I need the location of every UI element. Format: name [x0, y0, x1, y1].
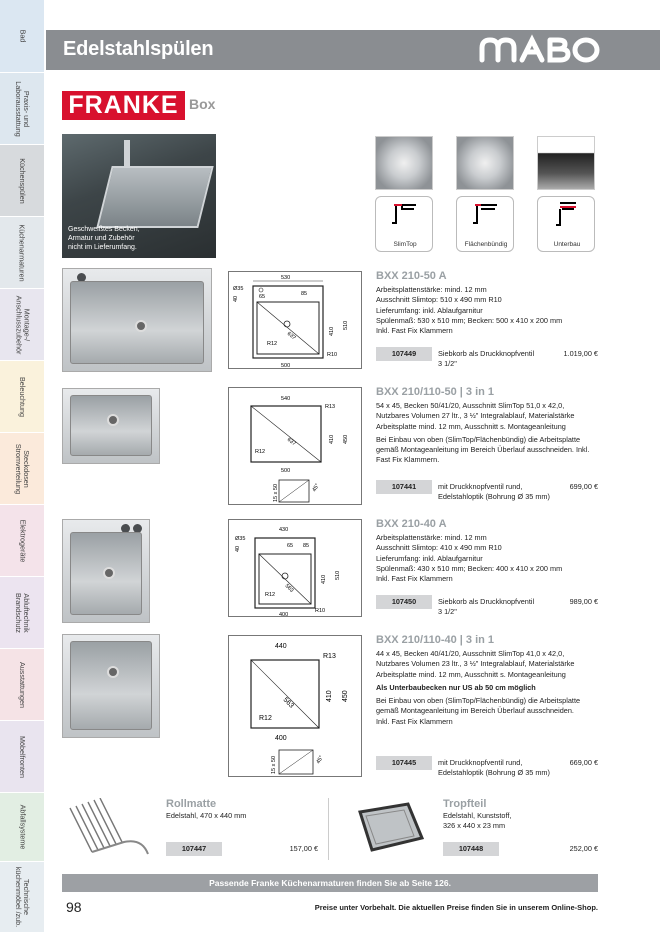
price: 252,00 €: [569, 844, 598, 853]
product-bxx-210-110-40: [62, 632, 598, 780]
dim-diagonal: 637: [285, 330, 297, 342]
product-title: BXX 210/110-50 | 3 in 1: [376, 386, 495, 398]
technical-drawing: [228, 387, 362, 505]
dim-offset-1: 40: [235, 545, 241, 552]
slimtop-photo: [375, 136, 433, 190]
price: 1.019,00 €: [563, 349, 598, 358]
article-number: 107441: [376, 480, 432, 494]
spec-line: Arbeitsplattenstärke: mind. 12 mm: [376, 285, 487, 294]
dim-offset-3: 85: [303, 543, 310, 549]
product-photo: [62, 388, 160, 464]
dim-radius-1: R12: [265, 592, 276, 598]
sink-basin: [70, 532, 142, 615]
dim-offset-2: 65: [287, 543, 294, 549]
price-row: [376, 595, 598, 617]
product-specs: [376, 649, 598, 730]
spec-line: Lieferumfang: inkl. Ablaufgarnitur: [376, 305, 483, 315]
product-photo: [62, 519, 150, 623]
dim-radius-2: R12: [259, 715, 272, 722]
dim-radius-2: R10: [315, 608, 326, 614]
spec-line: Inkl. Fast Fix Klammern: [376, 326, 453, 336]
price: 989,00 €: [569, 597, 598, 606]
dim-offset-2: 65: [259, 294, 266, 300]
dim-basin-width: 400: [275, 735, 287, 742]
dim-radius-2: R10: [327, 352, 338, 358]
dim-diameter: Ø35: [233, 286, 244, 292]
spec-line: Spülenmaß: 430 x 510 mm; Becken: 400 x 410 x 200 mm: [376, 563, 563, 573]
price-description: mit Druckknopfventil rund, Edelstahloptik (Bohrung Ø 35 mm): [438, 482, 550, 501]
rollmatte-image: [62, 798, 158, 860]
spec-line: Lieferumfang: inkl. Ablaufgarnitur: [376, 553, 483, 563]
dim-angle: 45°: [311, 482, 321, 493]
dim-radius-2: R12: [255, 449, 266, 455]
mabo-logo: [478, 34, 602, 66]
product-specs: [376, 401, 598, 469]
dim-diagonal: 563: [281, 696, 295, 710]
technical-drawing: [228, 519, 362, 617]
flush-photo: [456, 136, 514, 190]
dim-radius-1: R13: [323, 653, 336, 660]
spec-paragraph: Bei Einbau von oben (SlimTop/Flächenbündig) die Arbeitsplatte gemäß Montageanleitung im Bereich Überlauf ausschneiden. Inkl. Fast Fix Klammern.: [376, 434, 590, 465]
sidebar-tab-label: Küchenarmaturen: [18, 223, 28, 282]
series-name: Box: [189, 96, 216, 112]
flush-icon: [456, 196, 514, 252]
sidebar-tab-label: Beleuchtung: [18, 376, 27, 417]
dim-height-2: 510: [343, 320, 349, 330]
spec-line: Ausschnitt Slimtop: 510 x 490 mm R10: [376, 295, 502, 305]
flush-label: Flächenbündig: [464, 241, 508, 248]
spec-paragraph: 54 x 45, Becken 50/41/20, Ausschnitt SlimTop 51,0 x 42,0, Nutzbares Volumen 27 ltr., 3 ½" Integralablauf, Materialstärke Arbeitsplatte mind. 12 mm, Ausschnitt s. Montageanleitung: [376, 401, 575, 431]
slimtop-label: SlimTop: [393, 241, 417, 248]
mount-undermount: [537, 136, 595, 252]
dim-width: 430: [279, 527, 289, 533]
sidebar-tab-label: Abfallsysteme: [18, 804, 27, 850]
product-bxx-210-110-50: [62, 384, 598, 508]
footer-note: Preise unter Vorbehalt. Die aktuellen Preise finden Sie in unserem Online-Shop.: [314, 903, 598, 912]
sidebar-tab[interactable]: [0, 145, 44, 217]
side-navigation: [0, 0, 44, 933]
cross-reference-banner: Passende Franke Küchenarmaturen finden Sie ab Seite 126.: [62, 874, 598, 892]
dim-height-1: 410: [321, 574, 327, 584]
sidebar-tab[interactable]: [0, 505, 44, 577]
dim-radius-1: R13: [325, 404, 336, 410]
product-bxx-210-50-a: [62, 268, 598, 378]
sidebar-tab-label: Technische küchenmöbel /zub.: [14, 866, 31, 928]
hero-caption: Geschweißtes Becken, Armatur und Zubehör nicht im Lieferumfang.: [68, 226, 140, 251]
sidebar-tab[interactable]: [0, 721, 44, 793]
slimtop-icon: [375, 196, 433, 252]
sidebar-tab[interactable]: [0, 793, 44, 862]
price-description: Siebkorb als Druckknopfventil 3 1/2": [438, 349, 535, 368]
product-specs: [376, 533, 598, 584]
sidebar-tab[interactable]: [0, 0, 44, 73]
sink-basin: [70, 641, 152, 730]
sidebar-tab[interactable]: [0, 289, 44, 361]
price: 699,00 €: [569, 482, 598, 491]
spec-note: Als Unterbaubecken nur US ab 50 cm möglich: [376, 682, 536, 692]
dim-radius-1: R12: [267, 341, 278, 347]
price: 157,00 €: [289, 844, 318, 853]
undermount-icon: [537, 196, 595, 252]
price-description: Siebkorb als Druckknopfventil 3 1/2": [438, 597, 535, 616]
franke-logo: FRANKE: [62, 91, 185, 120]
dim-width: 530: [281, 275, 291, 281]
article-number: 107445: [376, 756, 432, 770]
undermount-label: Unterbau: [553, 241, 581, 248]
price-row: [376, 347, 598, 369]
sidebar-tab[interactable]: [0, 433, 44, 505]
dim-diagonal: 637: [285, 436, 297, 448]
article-number: 107450: [376, 595, 432, 609]
price-row: [376, 480, 598, 502]
technical-drawing: [228, 635, 362, 777]
mount-slimtop: [375, 136, 433, 252]
dim-height-1: 410: [329, 434, 335, 444]
article-number: 107448: [443, 842, 499, 856]
sidebar-tab-label: Ausstattungen: [18, 661, 27, 708]
sidebar-tab[interactable]: [0, 73, 44, 145]
sidebar-tab-label: Abluftechnik Brandschutz: [13, 592, 31, 633]
sink-basin: [70, 395, 152, 456]
sidebar-tab-label: Praxis- und Laborausstattung: [14, 80, 32, 137]
page-header: [46, 30, 660, 70]
sidebar-tab[interactable]: [0, 649, 44, 721]
dim-basin-width: 500: [281, 363, 291, 369]
drain: [107, 414, 119, 426]
spec-line: Spülenmaß: 530 x 510 mm; Becken: 500 x 410 x 200 mm: [376, 315, 563, 325]
undermount-photo: [537, 136, 595, 190]
accessory-title: Tropfteil: [443, 798, 487, 810]
page-number: 98: [66, 899, 82, 915]
accessory-price-row: [443, 842, 598, 856]
article-number: 107447: [166, 842, 222, 856]
accessory-spec: Edelstahl, 470 x 440 mm: [166, 811, 247, 820]
dim-overflow: 15 x 50: [273, 483, 279, 502]
divider: [328, 798, 329, 860]
mount-flush: [456, 136, 514, 252]
dim-diameter: Ø35: [235, 536, 246, 542]
sidebar-tab-label: Möbelfronten: [17, 735, 27, 778]
dim-height-2: 450: [342, 690, 349, 702]
spec-paragraph: Inkl. Fast Fix Klammern: [376, 716, 453, 726]
product-bxx-210-40-a: [62, 516, 598, 626]
hero-photo: [62, 134, 216, 258]
sidebar-tab[interactable]: [0, 862, 44, 933]
product-title: BXX 210-50 A: [376, 270, 447, 282]
sidebar-tab-label: Montage-/ Anschlusszubehör: [14, 295, 32, 354]
price-row: [376, 756, 598, 778]
dim-angle: 45°: [315, 754, 325, 765]
page-title: Edelstahlspülen: [63, 38, 214, 60]
spec-line: Ausschnitt Slimtop: 410 x 490 mm R10: [376, 543, 502, 553]
product-photo: [62, 634, 160, 738]
sidebar-tab-label: Küchenspülen: [18, 157, 27, 204]
sidebar-tab[interactable]: [0, 217, 44, 289]
dim-height-2: 510: [335, 570, 341, 580]
dim-basin-width: 400: [279, 612, 289, 618]
sidebar-tab[interactable]: [0, 361, 44, 433]
sidebar-tab-label: Steckdosen Stromverteilung: [14, 443, 31, 494]
dim-height-1: 410: [326, 690, 333, 702]
spec-paragraph: 44 x 45, Becken 40/41/20, Ausschnitt SlimTop 41,0 x 42,0, Nutzbares Volumen 23 ltr., 3 ½" Integralablauf, Materialstärke Arbeitsplatte mind. 12 mm, Ausschnitt s. Montageanleitung: [376, 649, 575, 679]
spec-line: Inkl. Fast Fix Klammern: [376, 574, 453, 584]
article-number: 107449: [376, 347, 432, 361]
sidebar-tab-label: Elektrogeräte: [18, 519, 27, 562]
accessory-spec: Edelstahl, Kunststoff, 326 x 440 x 23 mm: [443, 811, 512, 830]
dim-height-2: 450: [343, 434, 349, 444]
dim-overflow: 15 x 50: [271, 755, 277, 774]
sink-basin: [70, 281, 204, 364]
accessory-title: Rollmatte: [166, 798, 217, 810]
dim-diagonal: 563: [283, 583, 295, 594]
product-photo: [62, 268, 212, 372]
price: 669,00 €: [569, 758, 598, 767]
product-specs: [376, 285, 598, 336]
sidebar-tab-label: Bad: [17, 29, 27, 43]
drain: [103, 567, 115, 579]
dim-offset-1: 40: [233, 295, 239, 302]
technical-drawing: [228, 271, 362, 369]
spec-line: Arbeitsplattenstärke: mind. 12 mm: [376, 533, 487, 542]
tropfteil-image: [342, 798, 432, 858]
product-title: BXX 210/110-40 | 3 in 1: [376, 634, 495, 646]
sidebar-tab[interactable]: [0, 577, 44, 649]
dim-basin-width: 500: [281, 468, 291, 474]
dim-height-1: 410: [329, 326, 335, 336]
sink-image: [96, 166, 213, 228]
dim-width: 440: [275, 643, 287, 650]
drain: [107, 666, 119, 678]
dim-offset-3: 85: [301, 291, 308, 297]
product-title: BXX 210-40 A: [376, 518, 447, 530]
spec-paragraph: Bei Einbau von oben (SlimTop/Flächenbündig) die Arbeitsplatte gemäß Montageanleitung im Bereich Überlauf ausschneiden.: [376, 696, 581, 716]
price-description: mit Druckknopfventil rund, Edelstahloptik (Bohrung Ø 35 mm): [438, 758, 550, 777]
accessory-price-row: [166, 842, 318, 856]
drain: [135, 320, 147, 332]
dim-width: 540: [281, 396, 291, 402]
